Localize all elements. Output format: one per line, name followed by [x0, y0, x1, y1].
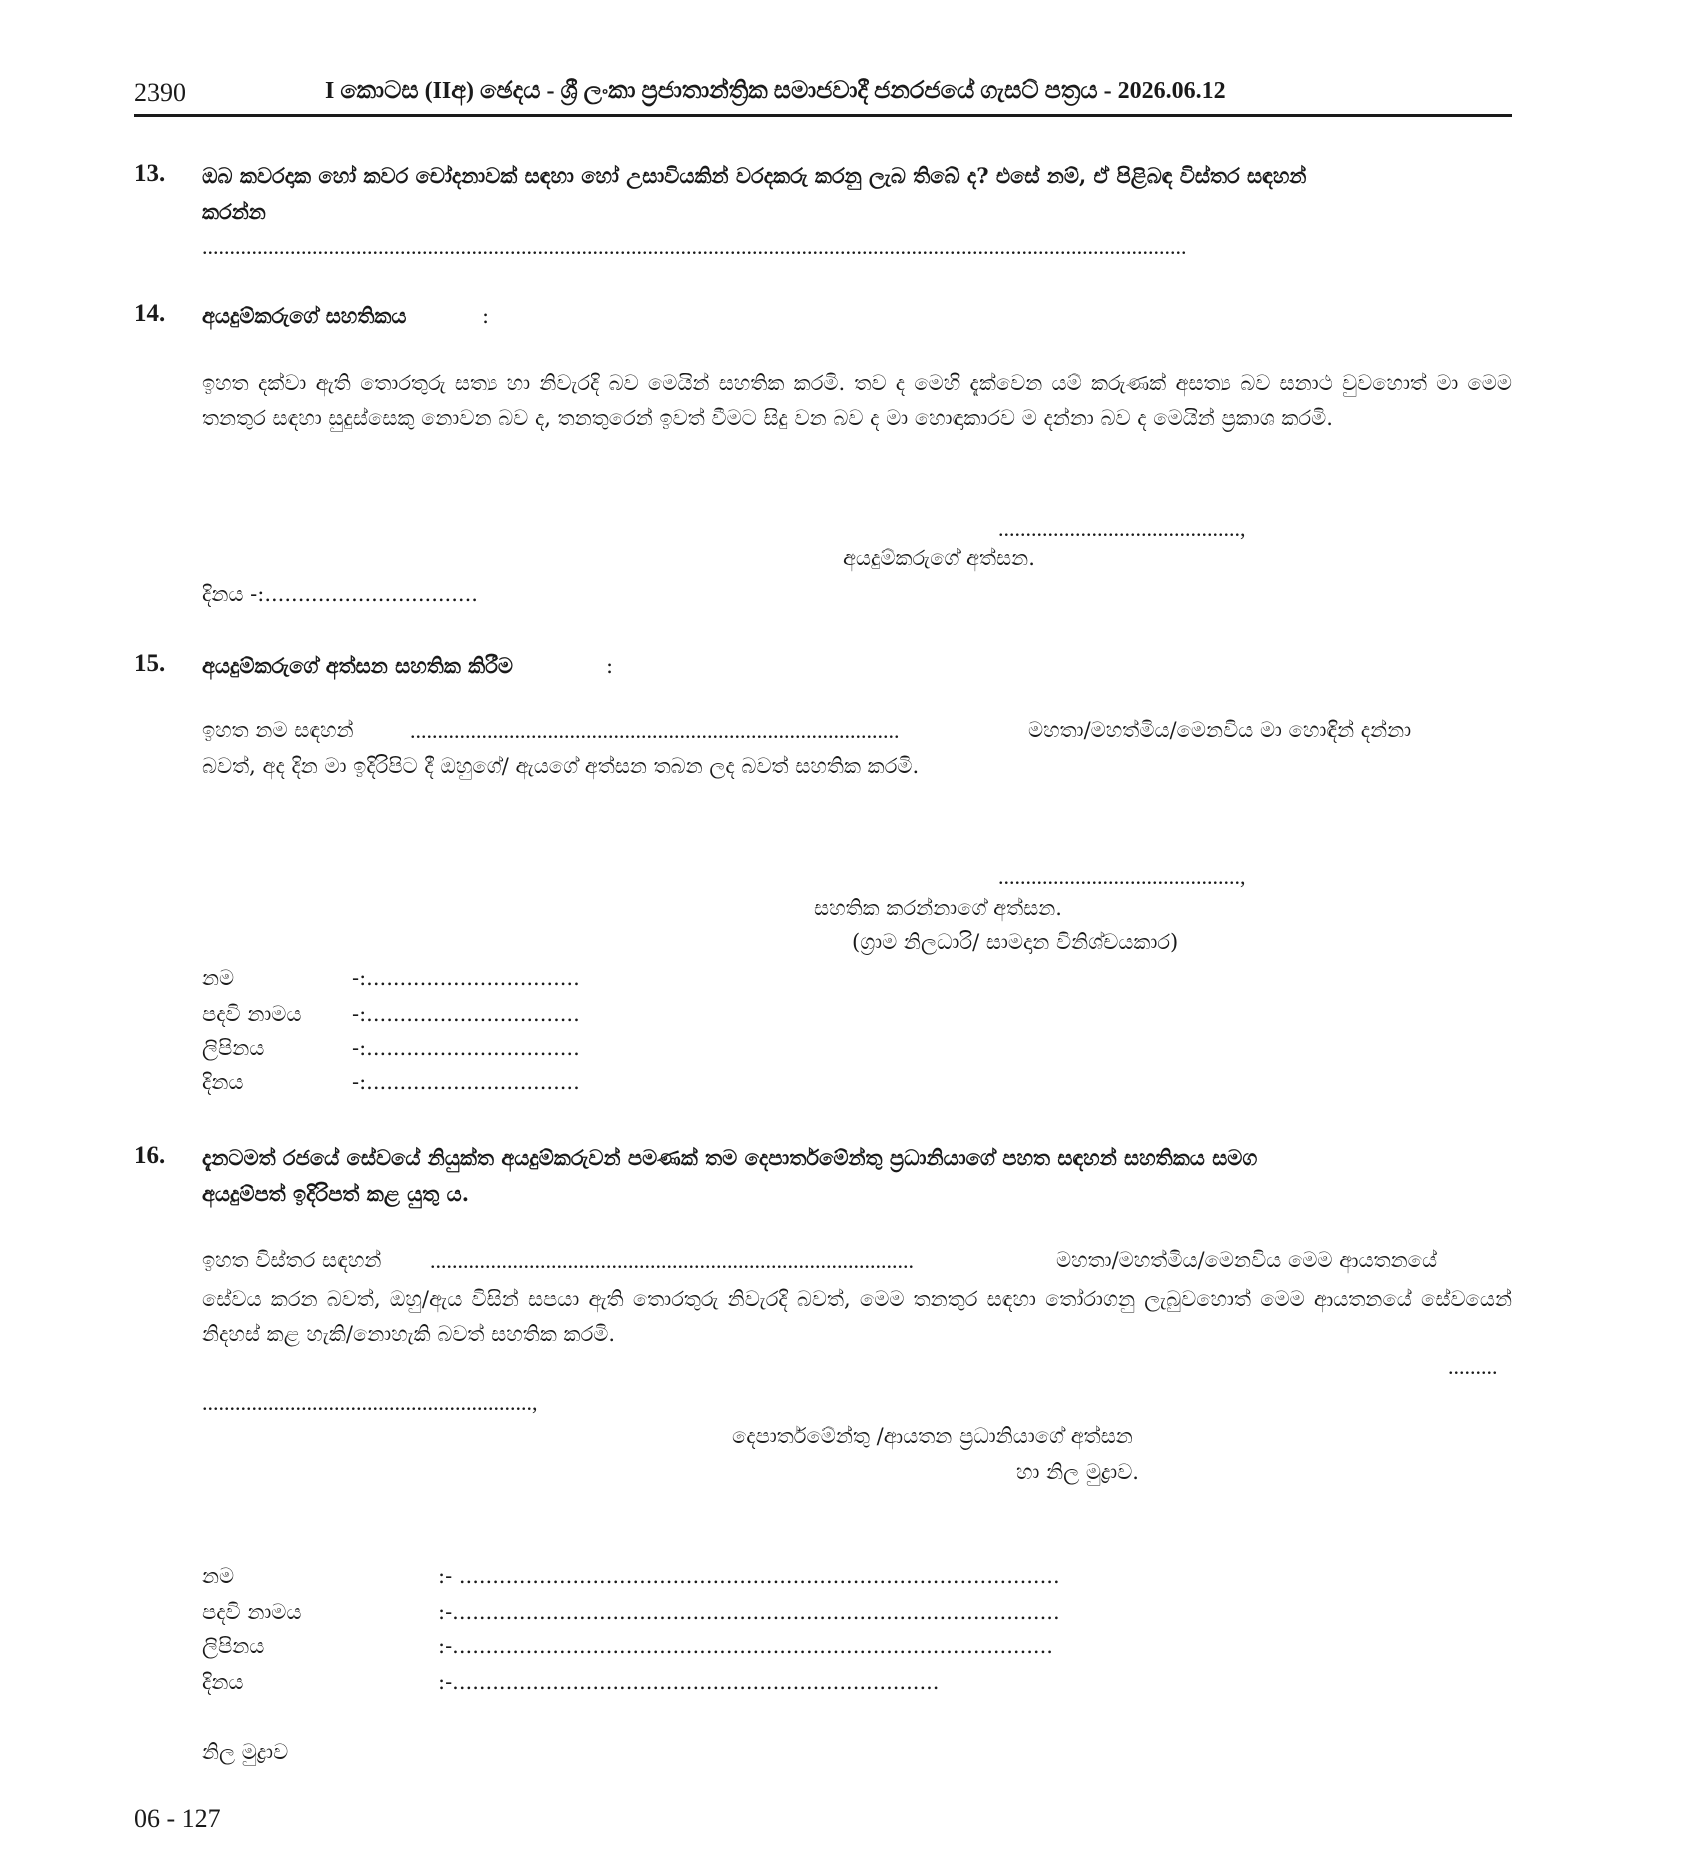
header-rule: [134, 114, 1512, 117]
q15-signature-role: (ග්‍රාම නිලධාරි/ සාමදාන විනිශ්චයකාර): [852, 930, 1179, 954]
q15-colon: :: [606, 654, 614, 678]
q15-para-line2: බවත්, අද දින මා ඉදිරිපිට දී ඔහුගේ/ ඇයගේ අත්සන තබන ලද බවත් සහතික කරමි.: [202, 754, 920, 778]
q15-field-value-address: -:................................: [352, 1036, 580, 1060]
q15-field-label-designation: පදවි නාමය: [202, 1002, 302, 1026]
q16-para-tail: මහතා/මහත්මිය/මෙනවිය මෙම ආයතනයේ: [1056, 1248, 1438, 1272]
q15-heading: අයදුම්කරුගේ අත්සන සහතික කිරීම: [202, 653, 514, 678]
q16-field-value-designation: :-...........................................................................................: [438, 1600, 1060, 1624]
q16-text-line1: දැනටමත් රජයේ සේවයේ නියුක්ත අයදුම්කරුවන් පමණක් තම දෙපාර්තමේන්තු ප්‍රධානියාගේ පහත සඳහන් සහතිකය සමග: [202, 1145, 1258, 1170]
q13-answer-line: ...................................................................................................................................................................................: [202, 234, 1187, 259]
q16-field-value-address: :-..........................................................................................: [438, 1634, 1053, 1658]
q16-para-lead: ඉහත විස්තර සඳහන්: [202, 1248, 382, 1272]
q15-field-label-address: ලිපිනය: [202, 1036, 265, 1060]
q15-field-value-date: -:................................: [352, 1070, 580, 1094]
q16-para-rest: සේවය කරන බවත්, ඔහු/ඇය විසින් සපයා ඇති තොරතුරු නිවැරදි බවත්, මෙම තනතුර සඳහා තෝරාගනු ලැබුවහොත් මෙම ආයතනයේ සේවයෙන් නිදහස් කළ හැකි/නොහැකි බවත් සහතික කරමි.: [202, 1287, 1512, 1346]
q16-signature-line: ............................................................,: [202, 1390, 538, 1415]
q16-right-dots: .........: [1448, 1354, 1498, 1379]
q15-field-value-name: -:................................: [352, 966, 580, 990]
q16-field-value-date: :-.........................................................................: [438, 1670, 940, 1694]
q14-declaration-paragraph: ඉහත දක්වා ඇති තොරතුරු සත්‍ය හා නිවැරදි බව මෙයින් සහතික කරමි. තව ද මෙහි දැක්වෙන යම් කරුණක් අසත්‍ය බව සනාථ වුවහොත් මා මෙම තනතුර සඳහා සුදුස්සෙකු නොවන බව ද, තනතුරෙන් ඉවත් වීමට සිදු වන බව ද මා හොඳාකාරව ම දන්නා බව ද මෙයින් ප්‍රකාශ කරමි.: [202, 371, 1512, 430]
q15-field-label-name: නම: [202, 966, 235, 990]
q15-para-lead: ඉහත නම සඳහන්: [202, 718, 354, 742]
q16-number: 16.: [134, 1142, 166, 1169]
q15-signature-line: ............................................,: [998, 864, 1246, 889]
q16-field-label-date: දිනය: [202, 1670, 244, 1694]
q16-signature-label: දෙපාර්තමේන්තු /ආයතන ප්‍රධානියාගේ අත්සන: [732, 1424, 1133, 1448]
q15-signature-label: සහතික කරන්නාගේ අත්සන.: [814, 896, 1062, 920]
q13-text-line2: කරන්න: [202, 199, 266, 224]
q16-field-label-name: නම: [202, 1564, 235, 1588]
q14-date-field: දිනය -:................................: [202, 582, 478, 606]
q14-number: 14.: [134, 300, 166, 327]
document-code: 06 - 127: [134, 1804, 221, 1833]
q16-text-line2: අයදුම්පත් ඉදිරිපත් කළ යුතු ය.: [202, 1181, 470, 1206]
q16-field-value-name: :- ..........................................................................................: [438, 1564, 1060, 1588]
gazette-header-title: I කොටස (IIඅ) ඡෙදය - ශ්‍රී ලංකා ප්‍රජාතාන්ත්‍රික සමාජවාදී ජනරජයේ ගැසට් පත්‍රය - 2026.06.12: [325, 78, 1226, 104]
q16-field-label-designation: පදවි නාමය: [202, 1600, 302, 1624]
q13-number: 13.: [134, 160, 166, 187]
official-seal-label: නිල මුද්‍රාව: [202, 1740, 289, 1764]
q13-text-line1: ඔබ කවරදාක හෝ කවර චෝදනාවක් සඳහා හෝ උසාවියකින් වරදකරු කරනු ලැබ තිබේ ද? එසේ නම්, ඒ පිළිබඳ විස්තර සඳහන්: [202, 163, 1307, 188]
q16-field-label-address: ලිපිනය: [202, 1634, 265, 1658]
q16-seal-label: හා නිල මුද්‍රාව.: [1016, 1460, 1139, 1484]
q15-para-tail: මහතා/මහත්මිය/මෙනවිය මා හොඳින් දන්නා: [1028, 718, 1412, 742]
q15-field-value-designation: -:................................: [352, 1002, 580, 1026]
q16-name-fill-line: ........................................................................................: [430, 1248, 914, 1273]
q15-field-label-date: දිනය: [202, 1070, 244, 1094]
q15-number: 15.: [134, 650, 166, 677]
q14-signature-label: අයදුම්කරුගේ අත්සන.: [843, 546, 1035, 570]
page-number: 2390: [134, 78, 186, 107]
q14-colon: :: [482, 304, 490, 328]
q15-name-fill-line: .........................................................................................: [410, 718, 900, 743]
q14-signature-line: ............................................,: [998, 516, 1246, 541]
q14-heading: අයදුම්කරුගේ සහතිකය: [202, 303, 407, 328]
